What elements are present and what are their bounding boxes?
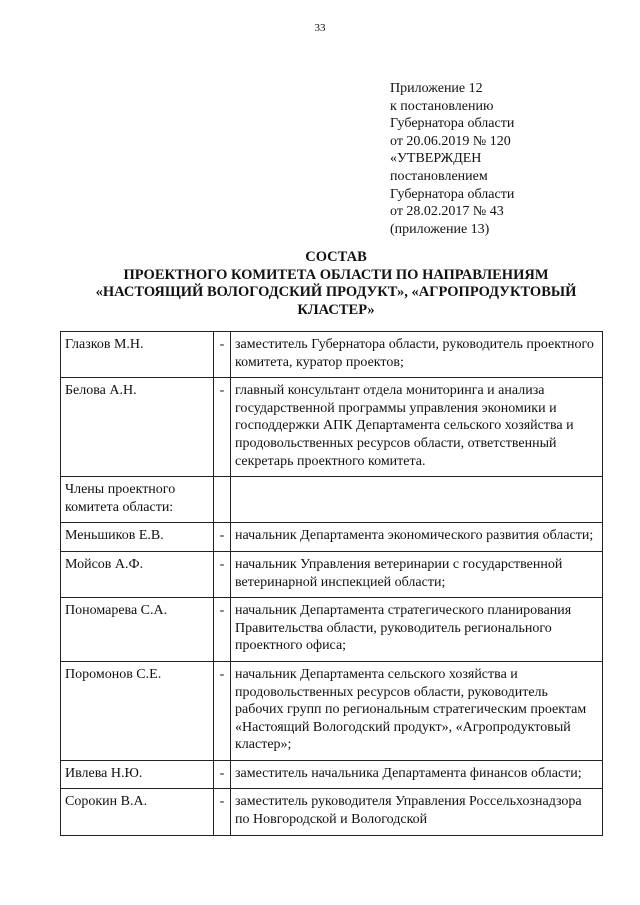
dash-separator: - (214, 551, 231, 597)
table-row (61, 477, 603, 523)
table-row (61, 332, 603, 378)
member-name: Меньшиков Е.В. (61, 523, 214, 552)
member-role: начальник Управления ветеринарии с государственной ветеринарной инспекцией области; (231, 551, 603, 597)
title-line: КЛАСТЕР» (297, 301, 375, 318)
appendix-line: Губернатора области (390, 186, 515, 202)
dash-separator: - (214, 661, 231, 760)
appendix-header (390, 80, 514, 238)
table-row (61, 661, 603, 760)
page-number: 33 (314, 22, 326, 34)
appendix-line: постановлением (390, 168, 488, 184)
table-row (61, 598, 603, 662)
appendix-line: Приложение 12 (390, 81, 483, 96)
appendix-line: от 20.06.2019 № 120 (390, 133, 511, 149)
member-name: Белова А.Н. (61, 378, 214, 477)
member-role: начальник Департамента стратегического планирования Правительства области, руководитель регионального проектного офиса; (231, 598, 603, 662)
dash-separator: - (214, 598, 231, 662)
appendix-line: (приложение 13) (390, 221, 490, 237)
dash-separator (214, 477, 231, 523)
title-line: ПРОЕКТНОГО КОМИТЕТА ОБЛАСТИ ПО НАПРАВЛЕНИЯМ (123, 266, 549, 283)
member-role: заместитель начальника Департамента финансов области; (231, 760, 603, 789)
member-name: Мойсов А.Ф. (61, 551, 214, 597)
table-row (61, 789, 603, 835)
member-role (231, 477, 603, 523)
table-row (61, 551, 603, 597)
title-line: «НАСТОЯЩИЙ ВОЛОГОДСКИЙ ПРОДУКТ», «АГРОПРОДУКТОВЫЙ (95, 284, 577, 300)
appendix-line: «УТВЕРЖДЕН (390, 151, 482, 167)
section-label: Члены проектного комитета области: (61, 477, 214, 523)
member-role: заместитель Губернатора области, руководитель проектного комитета, куратор проектов; (231, 332, 603, 378)
dash-separator: - (214, 378, 231, 477)
member-name: Глазков М.Н. (61, 332, 214, 378)
appendix-line: Губернатора области (390, 116, 515, 132)
title-line: СОСТАВ (305, 249, 367, 265)
member-role: заместитель руководителя Управления Россельхознадзора по Новгородской и Вологодской (231, 789, 603, 835)
member-role: начальник Департамента сельского хозяйства и продовольственных ресурсов области, руководитель рабочих групп по региональным стратегическим проектам «Настоящий Вологодский продукт», «Агропродуктовый кластер»; (231, 661, 603, 760)
table-row (61, 378, 603, 477)
committee-members-table (60, 331, 603, 836)
appendix-line: к постановлению (390, 98, 494, 114)
member-name: Сорокин В.А. (61, 789, 214, 835)
table-row (61, 760, 603, 789)
appendix-line: от 28.02.2017 № 43 (390, 204, 504, 220)
document-title (60, 249, 612, 319)
dash-separator: - (214, 332, 231, 378)
dash-separator: - (214, 523, 231, 552)
member-name: Поромонов С.Е. (61, 661, 214, 760)
dash-separator: - (214, 789, 231, 835)
dash-separator: - (214, 760, 231, 789)
member-role: начальник Департамента экономического развития области; (231, 523, 603, 552)
table-row (61, 523, 603, 552)
member-name: Пономарева С.А. (61, 598, 214, 662)
member-role: главный консультант отдела мониторинга и анализа государственной программы управления экономики и господдержки АПК Департамента сельского хозяйства и продовольственных ресурсов области, ответственный секретарь проектного комитета. (231, 378, 603, 477)
member-name: Ивлева Н.Ю. (61, 760, 214, 789)
